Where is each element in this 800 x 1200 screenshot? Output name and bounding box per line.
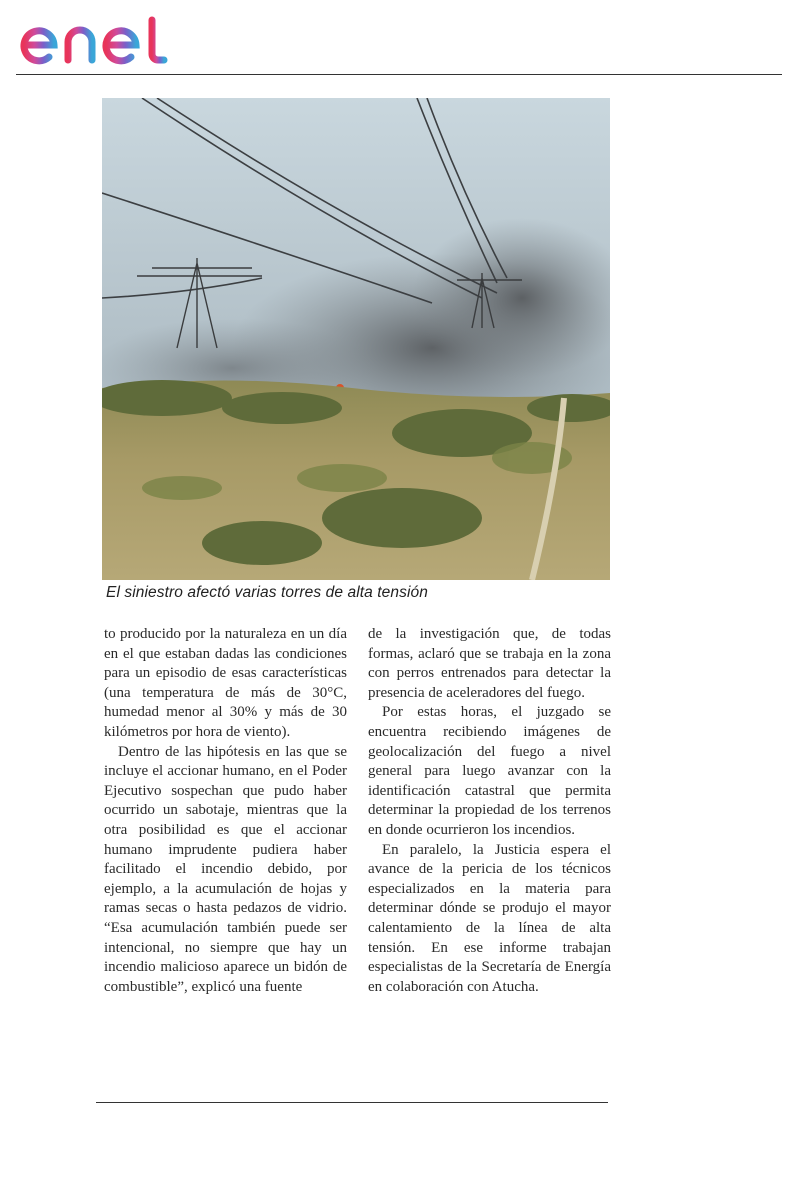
article-paragraph: Por estas horas, el juzgado se encuentra recibiendo imágenes de geolocalización del fuego a nivel general para luego avanzar con la identificación catastral que permita determinar la propiedad de los terrenos en donde ocurrieron los incendios. [368,704,611,838]
article-column-right [368,625,611,997]
photo-caption: El siniestro afectó varias torres de alta tensión [106,584,428,601]
wildfire-power-lines-photo [102,98,610,580]
article-paragraph: de la investigación que, de todas formas, aclaró que se trabaja en la zona con perros entrenados para detectar la presencia de aceleradores del fuego. [368,626,611,701]
article-paragraph: En paralelo, la Justicia espera el avance de la pericia de los técnicos especializados en la materia para determinar dónde se produjo el mayor calentamiento de la línea de alta tensión. En ese informe trabajan especialistas de la Secretaría de Energía en colaboración con Atucha. [368,841,611,995]
article-paragraph: to producido por la naturaleza en un día en el que estaban dadas las condiciones para un episodio de esas características (una temperatura de más de 30°C, humedad menor al 30% y más de 30 kilómetros por hora de viento). [104,626,347,740]
header-divider [16,74,782,75]
footer-divider [96,1102,608,1103]
article-column-left [104,625,347,997]
article-paragraph: Dentro de las hipótesis en las que se incluye el accionar humano, en el Poder Ejecutivo sospechan que pudo haber ocurrido un sabotaje, mientras que la otra posibilidad es que el accionar humano imprudente pudiera haber facilitado el incendio debido, por ejemplo, a la acumulación de hojas y ramas secas o hasta pedazos de vidrio. “Esa acumulación también puede ser intencional, no siempre que hay un incendio malicioso aparece un bidón de combustible”, explicó una fuente [104,743,347,995]
wildfire-photo [102,98,610,580]
enel-logo [18,14,178,68]
